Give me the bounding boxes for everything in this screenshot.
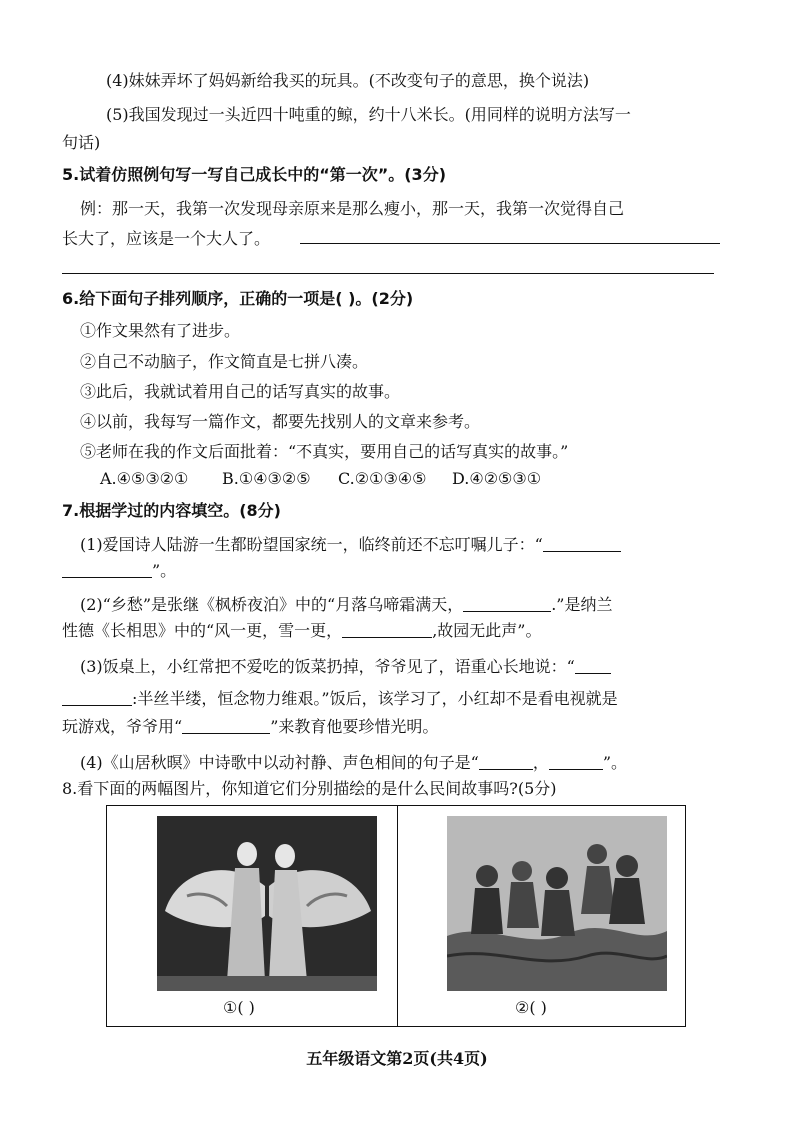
- q4-item-4: (4)妹妹弄坏了妈妈新给我买的玩具。(不改变句子的意思，换个说法): [106, 71, 590, 90]
- q4-item-5-line2: 句话): [62, 133, 101, 152]
- caption-1[interactable]: ①( ): [223, 998, 255, 1017]
- q5-answer-blank-2[interactable]: [62, 273, 714, 274]
- q7-part1-blank-a[interactable]: [543, 535, 621, 552]
- q6-sentence-1: ①作文果然有了进步。: [80, 321, 241, 340]
- q7-part4-text-c: ”。: [602, 753, 628, 772]
- butterfly-dancers-illustration: [157, 816, 377, 991]
- q7-part4-blank-b[interactable]: [549, 753, 603, 770]
- q7-part3-blank-b[interactable]: [62, 689, 132, 706]
- q5-example-line2: 长大了，应该是一个大人了。: [62, 229, 271, 248]
- q7-part2-blank-a[interactable]: [463, 595, 551, 612]
- q6-option-c[interactable]: C.②①③④⑤: [338, 469, 427, 488]
- q5-example-line1: 例：那一天，我第一次发现母亲原来是那么瘦小，那一天，我第一次觉得自己: [80, 199, 625, 218]
- butterfly-dancers-photo: [157, 816, 377, 991]
- q7-part3-text-b: :半丝半缕，恒念物力维艰。”饭后，该学习了，小红却不是看电视就是: [132, 689, 618, 708]
- q6-sentence-2: ②自己不动脑子，作文简直是七拼八凑。: [80, 352, 369, 371]
- q7-part1-end: ”。: [152, 561, 177, 580]
- picture-table: [106, 805, 686, 1027]
- q6-option-b[interactable]: B.①④③②⑤: [222, 469, 311, 488]
- q7-part3-blank-a[interactable]: [575, 657, 611, 674]
- q6-option-a[interactable]: A.④⑤③②①: [100, 469, 189, 488]
- q7-part4-text-b: ，: [532, 753, 549, 772]
- q7-title: 7.根据学过的内容填空。(8分): [62, 501, 281, 520]
- q7-part2-text-c: 性德《长相思》中的“风一更，雪一更，: [62, 621, 343, 640]
- q7-part2-blank-b[interactable]: [342, 621, 432, 638]
- q7-part2-text-b: .”是纳兰: [551, 595, 613, 614]
- q6-sentence-4: ④以前，我每写一篇作文，都要先找别人的文章来参考。: [80, 412, 481, 431]
- q5-title: 5.试着仿照例句写一写自己成长中的“第一次”。(3分): [62, 165, 447, 184]
- eight-immortals-illustration: [447, 816, 667, 991]
- q8-title: 8.看下面的两幅图片，你知道它们分别描绘的是什么民间故事吗?(5分): [62, 779, 557, 798]
- q7-part1-text: (1)爱国诗人陆游一生都盼望国家统一，临终前还不忘叮嘱儿子：“: [80, 535, 543, 554]
- q5-answer-blank-1[interactable]: [300, 243, 720, 244]
- q7-part2-text-a: (2)“乡愁”是张继《枫桥夜泊》中的“月落乌啼霜满天，: [80, 595, 464, 614]
- q7-part3-blank-c[interactable]: [182, 717, 270, 734]
- q7-part3-text-c: 玩游戏，爷爷用“: [62, 717, 183, 736]
- page-footer: 五年级语文第2页(共4页): [306, 1049, 488, 1068]
- q7-part3-text-d: ”来教育他要珍惜光明。: [270, 717, 439, 736]
- q7-part2-line1: [80, 594, 613, 616]
- q7-part1-line2: [62, 560, 176, 582]
- q7-part4-text-a: (4)《山居秋暝》中诗歌中以动衬静、声色相间的句子是“: [80, 753, 479, 772]
- q7-part3-line3: [62, 716, 438, 738]
- q4-item-5-line1: (5)我国发现过一头近四十吨重的鲸，约十八米长。(用同样的说明方法写一: [106, 105, 631, 124]
- q7-part1-line1: [80, 534, 621, 556]
- q7-part1-blank-b[interactable]: [62, 561, 152, 578]
- q7-part3-line1: [80, 656, 611, 678]
- q6-title: 6.给下面句子排列顺序，正确的一项是( )。(2分): [62, 289, 414, 308]
- q7-part2-line2: [62, 620, 541, 642]
- picture-divider: [397, 806, 398, 1026]
- q7-part4-line: [80, 752, 627, 774]
- q6-sentence-3: ③此后，我就试着用自己的话写真实的故事。: [80, 382, 401, 401]
- caption-2[interactable]: ②( ): [515, 998, 547, 1017]
- q7-part3-text-a: (3)饭桌上，小红常把不爱吃的饭菜扔掉，爷爷见了，语重心长地说：“: [80, 657, 575, 676]
- q7-part2-text-d: ,故园无此声”。: [432, 621, 542, 640]
- q6-sentence-5: ⑤老师在我的作文后面批着：“不真实，要用自己的话写真实的故事。”: [80, 442, 569, 461]
- q7-part4-blank-a[interactable]: [479, 753, 533, 770]
- eight-immortals-painting: [447, 816, 667, 991]
- q7-part3-line2: [62, 688, 618, 710]
- q6-option-d[interactable]: D.④②⑤③①: [452, 469, 542, 488]
